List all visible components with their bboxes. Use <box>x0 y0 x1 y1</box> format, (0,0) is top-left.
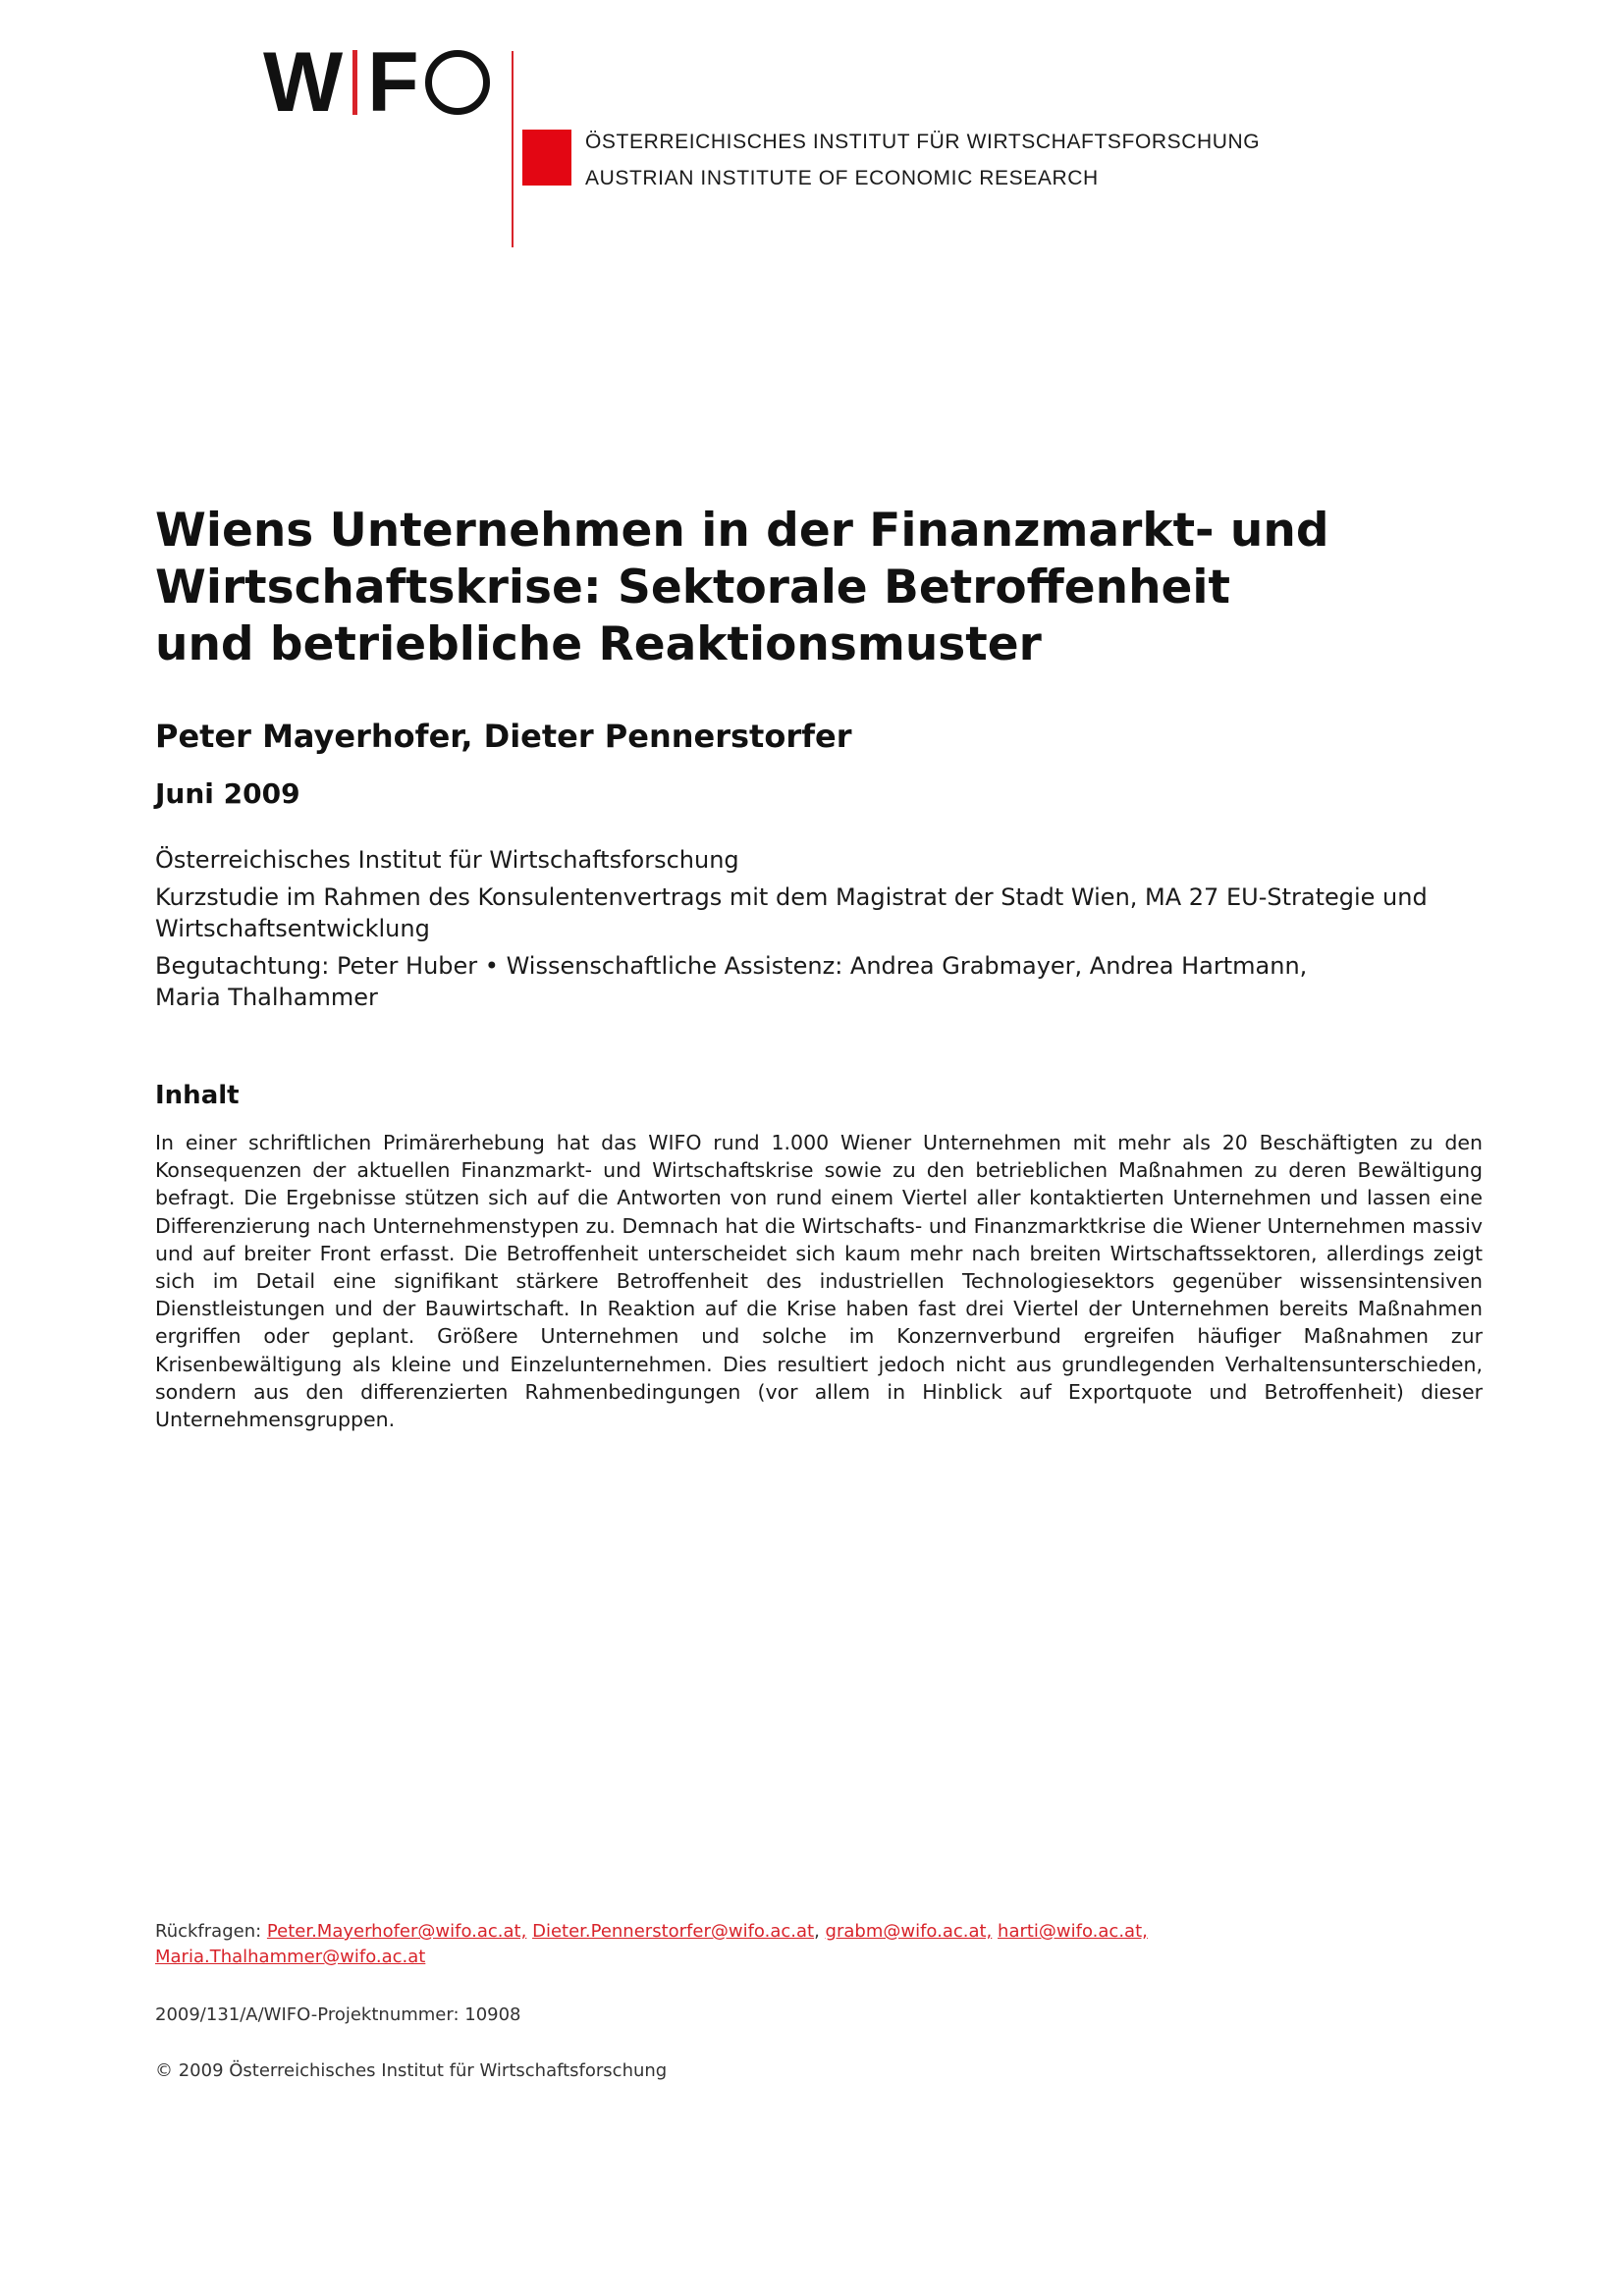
study-line-1: Kurzstudie im Rahmen des Konsulentenvertrags mit dem Magistrat der Stadt Wien, MA 27 EU-Strategie und <box>155 883 1428 911</box>
email-link-thalhammer[interactable]: Maria.Thalhammer@wifo.ac.at <box>155 1947 426 1967</box>
title-line-3: und betriebliche Reaktionsmuster <box>155 617 1042 671</box>
institute-name-german: ÖSTERREICHISCHES INSTITUT FÜR WIRTSCHAFTSFORSCHUNG <box>585 131 1261 153</box>
logo-letter-w: W <box>263 35 346 130</box>
institute-name-english: AUSTRIAN INSTITUTE OF ECONOMIC RESEARCH <box>585 167 1099 189</box>
authors: Peter Mayerhofer, Dieter Pennerstorfer <box>155 718 852 755</box>
red-square-mark <box>522 130 571 186</box>
document-title <box>155 503 1373 673</box>
header-vertical-rule <box>512 51 514 247</box>
abstract-paragraph: In einer schriftlichen Primärerhebung hat das WIFO rund 1.000 Wiener Unternehmen mit mehr als 20 Beschäftigten zu den Konsequenzen der aktuellen Finanzmarkt- und Wirtschaftskrise sowie zu den betrieblichen Maßnahmen zu deren Bewältigung befragt. Die Ergebnisse stützen sich auf die Antworten von rund einem Viertel aller kontaktierten Unternehmen und lassen eine Differenzierung nach Unternehmenstypen zu. Demnach hat die Wirtschafts- und Finanzmarktkrise die Wiener Unternehmen massiv und auf breiter Front erfasst. Die Betroffenheit unterscheidet sich kaum mehr nach breiten Wirtschaftssektoren, allerdings zeigt sich im Detail eine signifikant stärkere Betroffenheit des industriellen Technologiesektors gegenüber wissensintensiven Dienstleistungen und der Bauwirtschaft. In Reaktion auf die Krise haben fast drei Viertel der Unternehmen bereits Maßnahmen ergriffen oder geplant. Größere Unternehmen und solche im Konzernverbund ergreifen häufiger Maßnahmen zur Krisenbewältigung als kleine und Einzelunternehmen. Dies resultiert jedoch nicht aus grundlegenden Verhaltensunterschieden, sondern aus den differenzierten Rahmenbedingungen (vor allem in Hinblick auf Exportquote und Betroffenheit) dieser Unternehmensgruppen. <box>155 1131 1483 1432</box>
project-number: 2009/131/A/WIFO-Projektnummer: 10908 <box>155 2004 521 2025</box>
email-link-grabmayer[interactable]: grabm@wifo.ac.at, <box>825 1921 993 1942</box>
title-line-1: Wiens Unternehmen in der Finanzmarkt- und <box>155 504 1329 558</box>
email-link-pennerstorfer[interactable]: Dieter.Pennerstorfer@wifo.ac.at <box>532 1921 815 1942</box>
meta-review-info <box>155 950 1307 1013</box>
email-link-hartmann[interactable]: harti@wifo.ac.at, <box>998 1921 1148 1942</box>
review-line-1: Begutachtung: Peter Huber • Wissenschaftliche Assistenz: Andrea Grabmayer, Andrea Hartmann, <box>155 952 1308 980</box>
publication-date: Juni 2009 <box>155 777 300 810</box>
copyright-notice: © 2009 Österreichisches Institut für Wirtschaftsforschung <box>155 2060 668 2081</box>
section-heading-inhalt: Inhalt <box>155 1081 240 1110</box>
title-line-2: Wirtschaftskrise: Sektorale Betroffenheit <box>155 561 1230 614</box>
review-line-2: Maria Thalhammer <box>155 984 378 1011</box>
meta-institute: Österreichisches Institut für Wirtschaftsforschung <box>155 846 739 874</box>
meta-study-info <box>155 881 1428 944</box>
study-line-2: Wirtschaftsentwicklung <box>155 915 430 942</box>
footer-contacts: Rückfragen: Peter.Mayerhofer@wifo.ac.at, Dieter.Pennerstorfer@wifo.ac.at, grabm@wifo.ac.at, harti@wifo.ac.at, Maria.Thalhammer@wifo.ac.at <box>155 1921 1148 1967</box>
logo-red-bar <box>352 50 357 115</box>
email-link-mayerhofer[interactable]: Peter.Mayerhofer@wifo.ac.at, <box>266 1921 527 1942</box>
contacts-label: Rückfragen: <box>155 1921 262 1942</box>
logo-circle-icon <box>425 50 490 115</box>
wifo-logo <box>263 35 490 130</box>
logo-letter-f: F <box>367 35 421 130</box>
